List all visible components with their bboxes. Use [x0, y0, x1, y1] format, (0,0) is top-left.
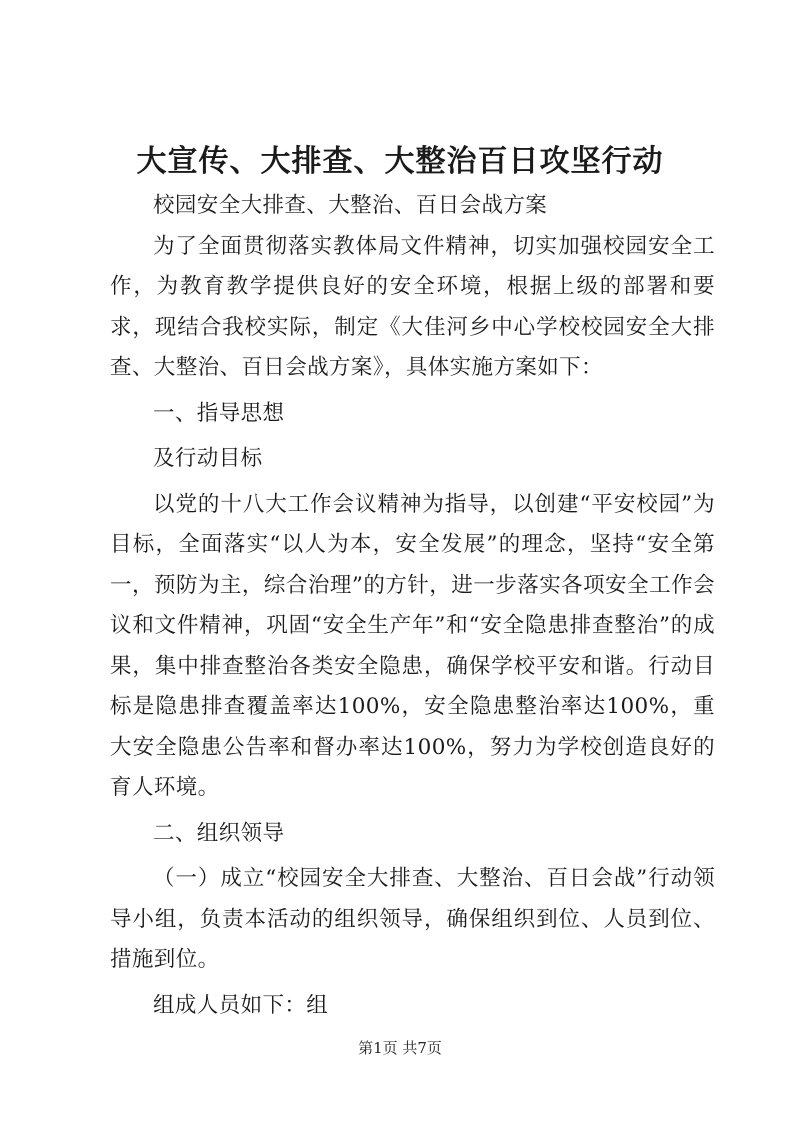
- paragraph-members: 组成人员如下：组: [153, 992, 329, 1018]
- section-heading-action-goal: 及行动目标: [153, 446, 263, 471]
- section-heading-guiding-thought: 一、指导思想: [153, 400, 285, 426]
- document-body: [110, 186, 715, 1026]
- paragraph-subtitle: 校园安全大排查、大整治、百日会战方案: [153, 193, 548, 218]
- paragraph-guiding-content: 以党的十八大工作会议精神为指导，以创建“平安校园”为目标，全面落实“以人为本，安全发展”的理念，坚持“安全第一，预防为主，综合治理”的方针，进一步落实各项安全工作会议和文件精神，巩固“安全生产年”和“安全隐患排查整治”的成果，集中排查整治各类安全隐患，确保学校平安和谐。行动目标是隐患排查覆盖率达100%，安全隐患整治率达100%，重大安全隐患公告率和督办率达100%，努力为学校创造良好的育人环境。: [110, 491, 715, 800]
- section-heading-organization: 二、组织领导: [153, 820, 285, 846]
- paragraph-intro: 为了全面贯彻落实教体局文件精神，切实加强校园安全工作，为教育教学提供良好的安全环境，根据上级的部署和要求，现结合我校实际，制定《大佳河乡中心学校校园安全大排查、大整治、百日会战方案》，具体实施方案如下：: [110, 233, 715, 380]
- page-footer: 第1页 共7页: [358, 1039, 442, 1057]
- document-title: 大宣传、大排查、大整治百日攻坚行动: [136, 144, 664, 179]
- paragraph-leadership-group: （一）成立“校园安全大排查、大整治、百日会战”行动领导小组，负责本活动的组织领导，确保组织到位、人员到位、措施到位。: [110, 866, 715, 972]
